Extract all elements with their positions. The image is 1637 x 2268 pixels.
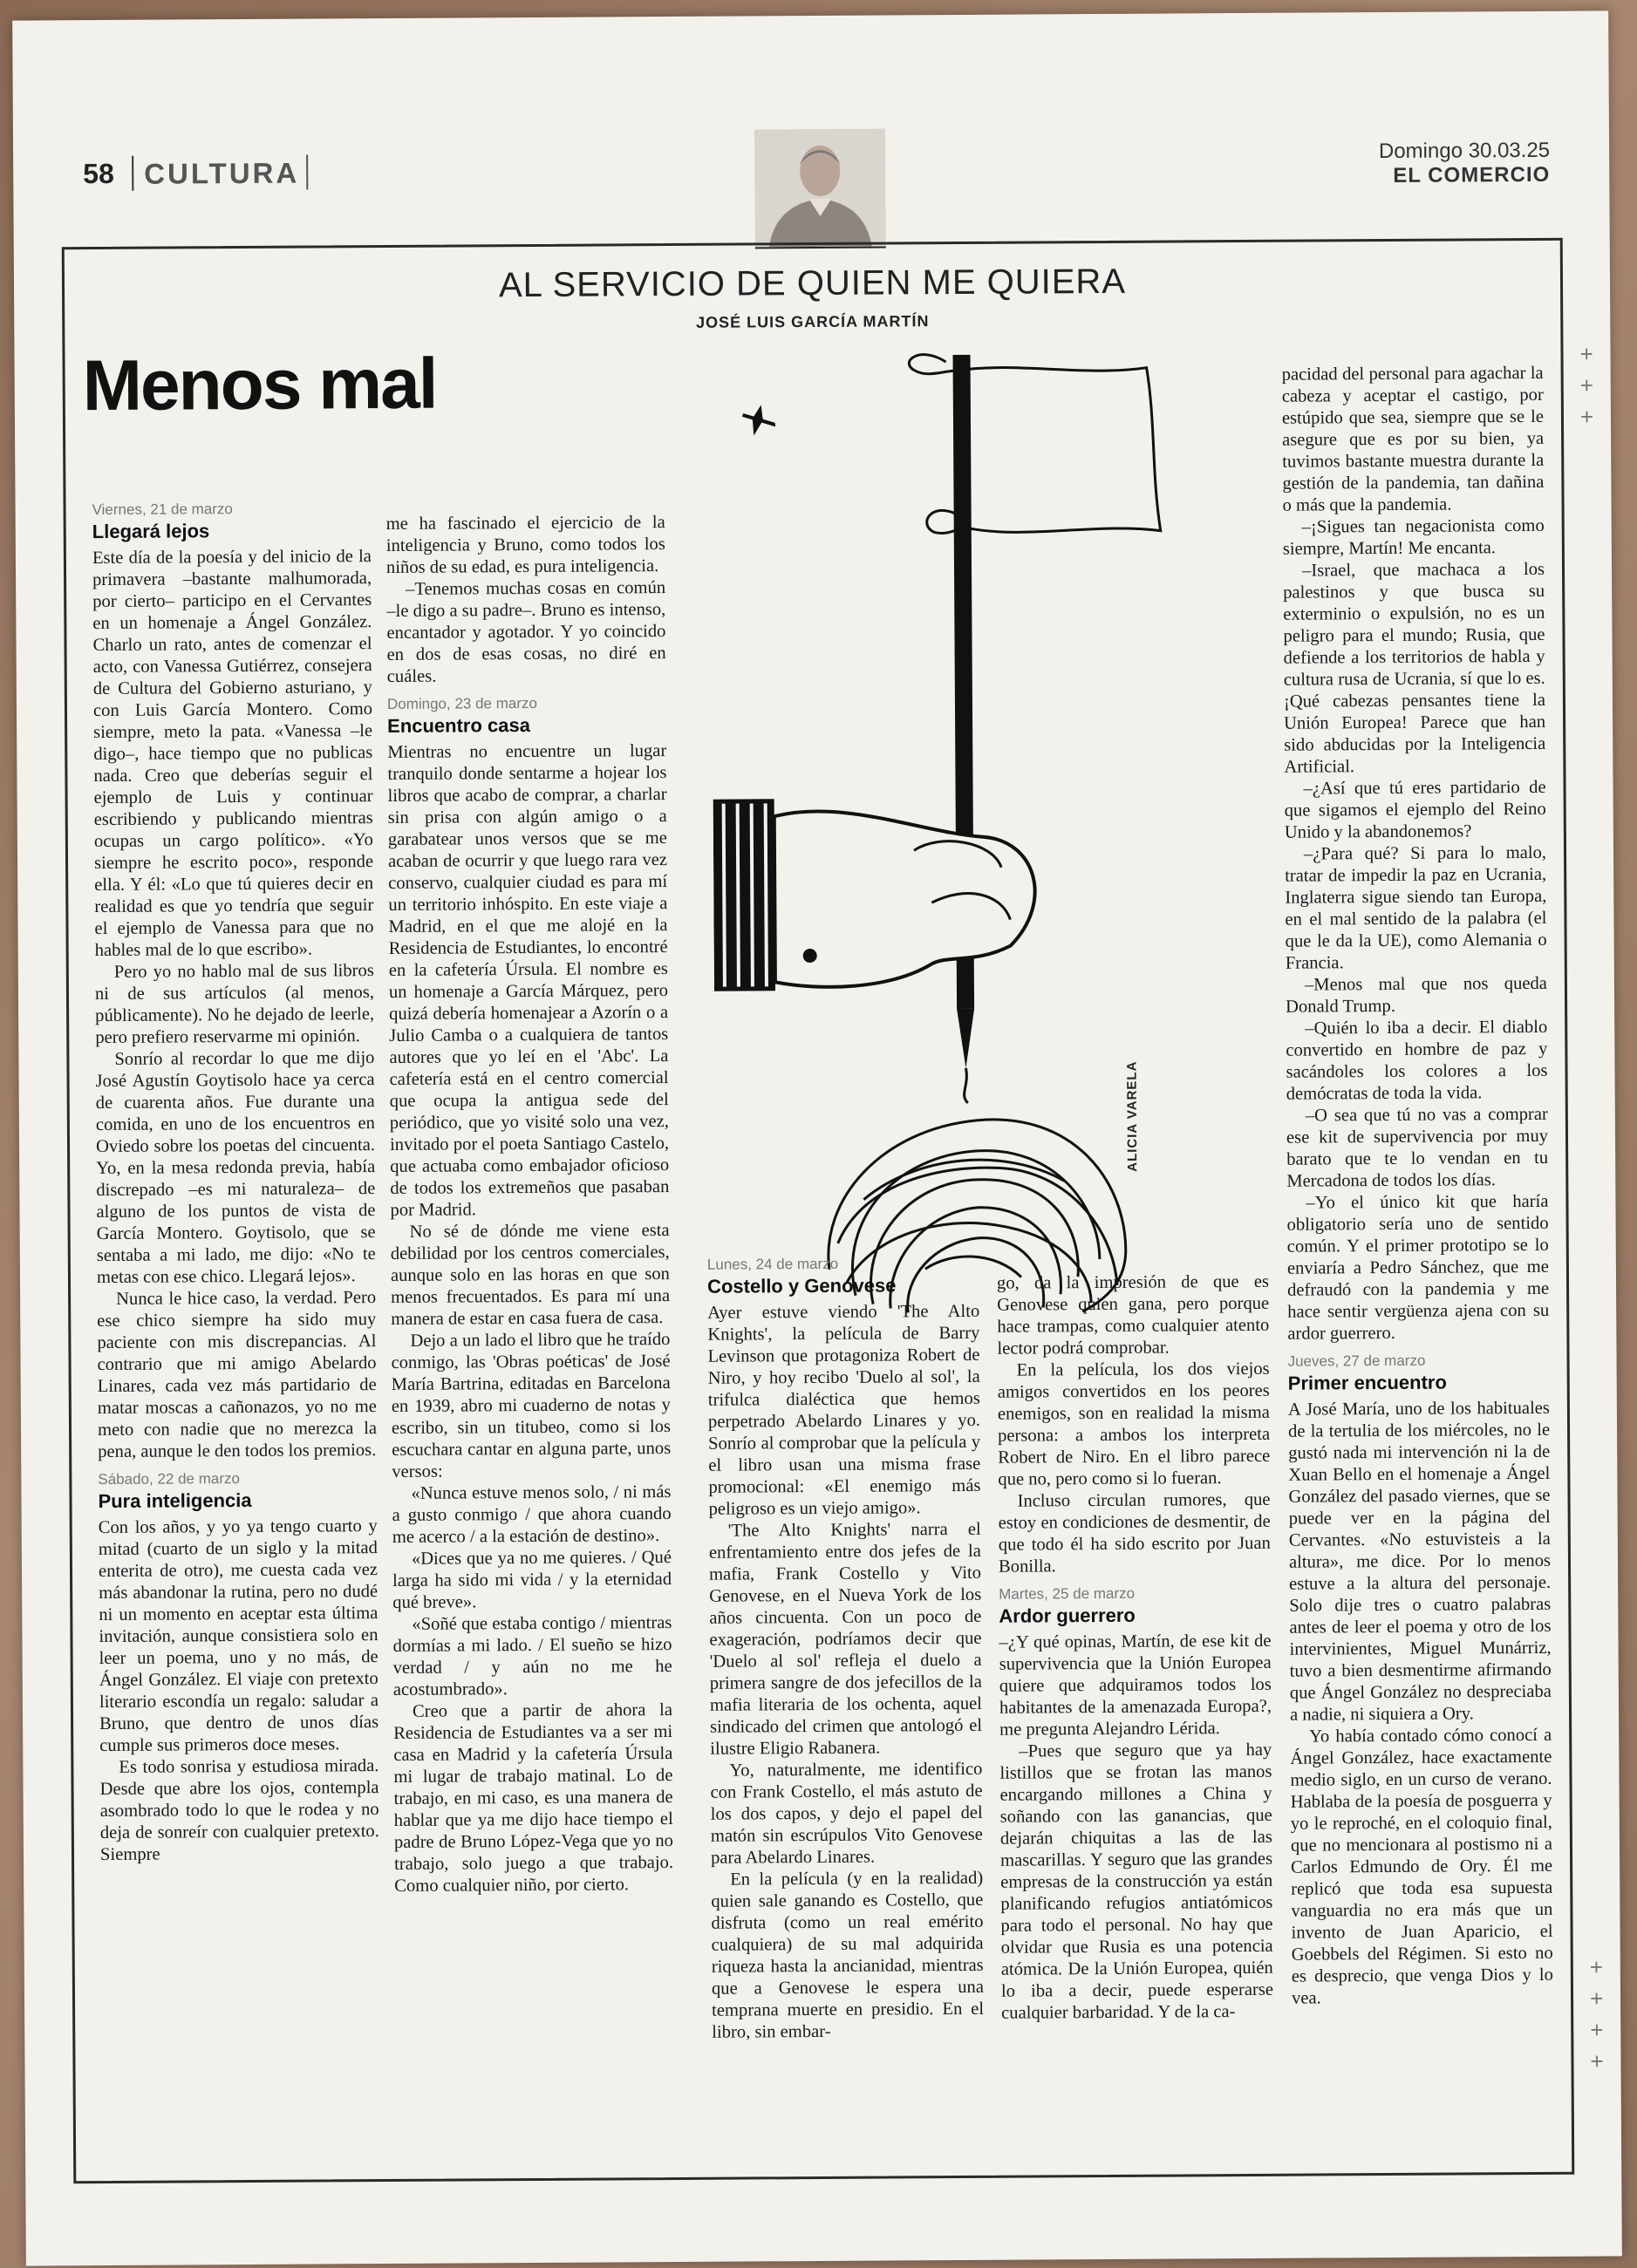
- paragraph: me ha fascinado el ejercicio de la inteligencia y Bruno, como todos los niños de su edad, es pura inteligencia.: [385, 513, 665, 578]
- article-box: [62, 238, 1575, 2183]
- entry-date: Sábado, 22 de marzo: [98, 1470, 240, 1488]
- paragraph: –¿Para qué? Si para lo malo, tratar de impedir la paz en Ucrania, Inglaterra sigue siendo tan Europa, en el mal sentido de la palabra (el que le da la UE), como Alemania o Francia.: [1285, 842, 1547, 973]
- article-column-5: [1282, 363, 1554, 2010]
- paragraph: «Dices que ya no me quieres. / Qué larga ha sido mi vida / y la eternidad qué breve».: [392, 1548, 672, 1612]
- illustration-credit: ALICIA VARELA: [1124, 1060, 1141, 1172]
- paragraph: –¡Sigues tan negacionista como siempre, Martín! Me encanta.: [1282, 515, 1545, 559]
- paragraph: –Pues que seguro que ya hay listillos que se frotan las manos encargando millones a China y soñando con las ganancias, que dejarán chiquitas a las de las mascarillas. Y seguro que las grandes empresas de la construcción ya están planificando refugios antiatómicos para todo el personal. No hay que olvidar que Rusia es una potencia atómica. De la Unión Europea, quién lo iba a decir, puede esperarse cualquier barbaridad. Y de la ca-: [999, 1740, 1274, 2023]
- paragraph: Sonrío al recordar lo que me dijo José Agustín Goytisolo hace ya cerca de cuarenta años. Fue durante una comida, en uno de los encuentros en Oviedo sobre los poetas del cincuenta. Yo, en la mesa redonda previa, había discrepado –es mi naturaleza– de alguno de los puntos de vista de García Montero. Goytisolo, que se sentaba a mi lado, me dijo: «No te metas con ese chico. Llegará lejos».: [95, 1048, 376, 1288]
- paragraph: –Israel, que machaca a los palestinos y que busca su exterminio o expulsión, no es un peligro para el mundo; Rusia, que defiende a los territorios de habla y cultura rusa de Ucrania, sí que lo es. ¡Qué cabezas pensantes tiene la Unión Europea! Parece que han sido abducidas por la Inteligencia Artificial.: [1283, 559, 1546, 777]
- article-column-3: [707, 1247, 985, 2044]
- paragraph: –Tenemos muchas cosas en común –le digo a su padre–. Bruno es intenso, encantador y agotador. Y yo coincido en dos de esas cosas, no diré en cuáles.: [386, 578, 666, 687]
- entry-date: Domingo, 23 de marzo: [386, 694, 537, 713]
- entry-title: Llegará lejos: [92, 520, 210, 543]
- article-column-1: [92, 492, 379, 1866]
- paragraph: –O sea que tú no vas a comprar ese kit de supervivencia por muy barato que te lo vendan en tu Mercadona de todos los días.: [1286, 1104, 1549, 1191]
- paragraph: 'The Alto Knights' narra el enfrentamiento entre dos jefes de la mafia, Frank Costello y Vito Genovese, en el Nueva York de los años cincuenta. Con un poco de exageración, podríamos decir que 'Duelo al sol' refleja el duelo a primera sangre de dos jefecillos de la mafia literaria de los ochenta, aquel sindicado del crimen que antologó el ilustre Eligio Rabanera.: [708, 1519, 983, 1759]
- entry-title: Ardor guerrero: [999, 1604, 1136, 1627]
- newspaper-page: [12, 10, 1622, 2265]
- author-byline: JOSÉ LUIS GARCÍA MARTÍN: [696, 312, 930, 331]
- paragraph: Incluso circulan rumores, que estoy en condiciones de desmentir, de que todo él ha sido escrito por Juan Bonilla.: [998, 1489, 1271, 1577]
- paragraph: Nunca le hice caso, la verdad. Pero ese chico siempre ha sido muy paciente con mis discrepancias. Al contrario que mi amigo Abelardo Linares, cada vez más partidario de matar moscas a cañonazos, yo no me meto con nadie que no merezca la pena, aunque le den todos los premios.: [97, 1288, 378, 1462]
- paragraph: –¿Así que tú eres partidario de que sigamos el ejemplo del Reino Unido y la abandonemos?: [1284, 777, 1546, 842]
- entry-date: Martes, 25 de marzo: [999, 1584, 1136, 1603]
- entry-title: Primer encuentro: [1287, 1371, 1447, 1394]
- header-divider: [306, 155, 308, 190]
- entry-date: Jueves, 27 de marzo: [1287, 1352, 1426, 1370]
- paragraph: No sé de dónde me viene esta debilidad por los centros comerciales, aunque solo en las horas en que son menos frecuentados. Es para mí una manera de estar en casa fuera de casa.: [390, 1221, 671, 1329]
- publication-name: EL COMERCIO: [1393, 162, 1551, 187]
- dateline: [1379, 139, 1550, 188]
- paragraph: «Soñé que estaba contigo / mientras dormías a mi lado. / El sueño se hizo verdad / y aún no me he acostumbrado».: [392, 1613, 672, 1699]
- flag-pen-illustration-icon: [710, 342, 1327, 1322]
- entry-date: Lunes, 24 de marzo: [706, 1255, 839, 1273]
- issue-date: Domingo 30.03.25: [1378, 138, 1551, 164]
- section-name: CULTURA: [144, 156, 300, 190]
- paragraph: Creo que a partir de ahora la Residencia de Estudiantes va a ser mi casa en Madrid y la cafetería Úrsula mi lugar de trabajo matinal. Lo de trabajo, en mi caso, es una manera de hablar que ya me dijo hace tiempo el padre de Bruno López-Vega que yo no trabajo, solo juego a que trabajo. Como cualquier niño, por cierto.: [393, 1700, 674, 1896]
- paragraph: A José María, uno de los habituales de la tertulia de los miércoles, no le gustó nada mi intervención ni la de Xuan Bello en el homenaje a Ángel González del pasado viernes, que se puede ver en la página del Cervantes. «No estuvisteis a la altura», me dice. Por lo menos estuve a la altura del personaje. Solo dije tres o cuatro palabras antes de leer el poema y otro de los intervinientes, Miguel Munárriz, tuvo a bien desmentirme afirmando que Ángel González no despreciaba a nadie, ni siquiera a Ory.: [1287, 1398, 1552, 1725]
- entry-title: Costello y Genovese: [706, 1274, 897, 1297]
- entry-title: Pura inteligencia: [98, 1488, 252, 1513]
- paragraph: Mientras no encuentre un lugar tranquilo donde sentarme a hojear los libros que acabo de comprar, a charlar sin prisa con algún amigo o a garabatear unos versos que se me acaban de ocurrir y que luego rara vez conservo, cualquier ciudad es para mí un territorio inhóspito. En este viaje a Madrid, en el que me alojé en la Residencia de Estudiantes, lo encontré en la cafetería Úrsula. El nombre es un homenaje a García Márquez, pero quizá debería homenajear a Azorín o a Julio Camba o a cualquiera de tantos autores que yo leí en el 'Abc'. La cafetería está en el centro comercial que ocupa la antigua sede del periódico, que yo visité solo una vez, invitado por el poeta Santiago Castelo, que actuaba como embajador oficioso de todos los extremeños que pasaban por Madrid.: [387, 741, 670, 1220]
- paragraph: –Quién lo iba a decir. El diablo convertido en hombre de paz y sacándoles los colores a los demócratas de toda la vida.: [1286, 1017, 1548, 1104]
- illustration: [710, 342, 1327, 1322]
- entry-title: Encuentro casa: [387, 714, 531, 738]
- paragraph: go, da la impresión de que es Genovese quien gana, pero porque hace trampas, como cualquier atento lector podrá comprobar.: [996, 1271, 1270, 1359]
- author-portrait: [754, 129, 886, 249]
- paragraph: –Menos mal que nos queda Donald Trump.: [1286, 973, 1547, 1017]
- header-divider: [132, 156, 133, 191]
- paragraph: Dejo a un lado el libro que he traído conmigo, las 'Obras poéticas' de José María Bartrina, editadas en Barcelona en 1939, abro mi cuaderno de notas y escribo, sin un titubeo, como si los escuchara cantar en alguna parte, unos versos:: [391, 1330, 672, 1481]
- paragraph: pacidad del personal para agachar la cabeza y aceptar el castigo, por estúpido que sea, siempre que se le asegure que es por su bien, ya tuvimos bastante muestra durante la gestión de la pandemia, tan dañina o más que la pandemia.: [1281, 363, 1545, 515]
- author-photo-icon: [754, 129, 886, 248]
- article-column-4: [997, 1271, 1273, 2025]
- paragraph: Ayer estuve viendo 'The Alto Knights', la película de Barry Levinson que protagoniza Robert de Niro, y hoy recibo 'Duelo al sol', la trifulca dialéctica que hemos perpetrado Abelardo Linares y yo. Sonrío al comprobar que la película y el libro usan una misma frase promocional: «El enemigo más peligroso es un viejo amigo».: [707, 1301, 981, 1519]
- paragraph: Es todo sonrisa y estudiosa mirada. Desde que abre los ojos, contempla asombrado todo lo que le rodea y no deja de sonreír con cualquier pretexto. Siempre: [99, 1756, 379, 1865]
- entry-date: Viernes, 21 de marzo: [92, 501, 233, 519]
- paragraph: En la película, los dos viejos amigos convertidos en los peores enemigos, son en realidad la misma persona: a ambos los interpreta Robert de Niro. En el libro parece que no, pero como si lo fueran.: [997, 1359, 1271, 1489]
- paragraph: –Yo el único kit que haría obligatorio sería uno de sentido común. Y el primer prototipo se lo enviaría a Pedro Sánchez, que me defraudó con la pandemia y me hace sentir vergüenza ajena con su ardor guerrero.: [1286, 1191, 1550, 1344]
- paragraph: «Nunca estuve menos solo, / ni más a gusto conmigo / que ahora cuando me acerco / a la estación de destino».: [392, 1482, 672, 1547]
- paragraph: En la película (y en la realidad) quien sale ganando es Costello, que disfruta (como un real emérito cualquiera) de su mal adquirida riqueza hasta la ancianidad, mientras que a Genovese le espera una temprana muerte en presidio. En el libro, sin embar-: [711, 1868, 985, 2042]
- paragraph: Pero yo no hablo mal de sus libros ni de sus artículos (al menos, públicamente). No he dejado de leerle, pero prefiero reservarme mi opinión.: [94, 961, 375, 1048]
- paragraph: Yo, naturalmente, me identifico con Frank Costello, el más astuto de los dos capos, y dejo el papel del matón sin escrúpulos Vito Genovese para Abelardo Linares.: [710, 1759, 983, 1868]
- headline: Menos mal: [82, 344, 437, 426]
- paragraph: Yo había contado cómo conocí a Ángel González, hace exactamente medio siglo, en un curso de verano. Hablaba de la poesía de posguerra y yo le reproché, en el coloquio final, que no mencionara al postismo ni a Carlos Edmundo de Ory. Él me replicó que toda esa supuesta vanguardia no era más que un invento de Juan Aparicio, el Goebbels del Régimen. Si esto no es desprecio, que venga Dios y lo vea.: [1290, 1725, 1553, 2008]
- paragraph: –¿Y qué opinas, Martín, de ese kit de supervivencia que la Unión Europea quiere que adquiramos todos los habitantes de la amenazada Europa?, me pregunta Alejandro Lérida.: [999, 1631, 1272, 1740]
- registration-marks-bottom: + + + +: [1589, 1953, 1604, 2074]
- article-column-2: [386, 512, 674, 1897]
- paragraph: Este día de la poesía y del inicio de la primavera –bastante malhumorada, por cierto– participo en el Cervantes en un homenaje a Ángel González. Charlo un rato, antes de comenzar el acto, con Vanessa Gutiérrez, consejera de Cultura del Gobierno asturiano, y con Luis García Montero. Como siempre, meto la pata. «Vanessa –le digo–, hace tiempo que no publicas nada. Creo que deberías seguir el ejemplo de Luis y continuar escribiendo y publicando mientras ocupas un cargo político». «Yo siempre he escrito poco», responde ella. Y él: «Lo que tú quieres decir en realidad es que yo tendría que seguir el ejemplo de Vanessa para que no hables mal de lo que escribo».: [92, 547, 374, 961]
- paragraph: Con los años, y yo ya tengo cuarto y mitad (cuarto de un siglo y la mitad enterita de otro), me cuesta cada vez más abandonar la rutina, pero no dudé ni un momento en aceptar esta última invitación, aunque consistiera solo en leer un poema, uno y no más, de Ángel González. El viaje con pretexto literario escondía un regalo: saludar a Bruno, que dentro de unos días cumple sus primeros doce meses.: [98, 1516, 379, 1756]
- registration-marks-top: + + +: [1579, 340, 1594, 430]
- page-number: 58: [83, 157, 114, 190]
- column-kicker: AL SERVICIO DE QUIEN ME QUIERA: [498, 262, 1127, 305]
